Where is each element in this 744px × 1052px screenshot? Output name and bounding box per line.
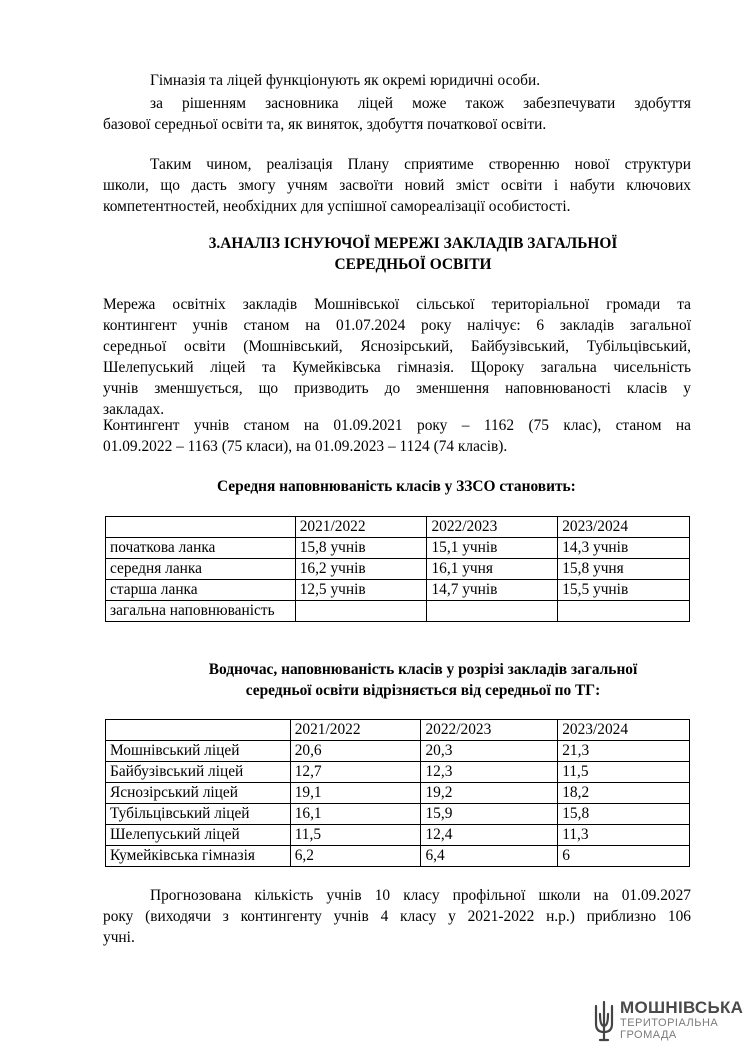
table2-caption: Водночас, наповнюваність класів у розрізі закладів загальної xyxy=(208,661,638,678)
table-header-row xyxy=(106,720,690,741)
table-row xyxy=(106,783,690,804)
table-cell: 16,2 учнів xyxy=(295,559,427,580)
table-cell: 2022/2023 xyxy=(421,720,558,741)
table-cell: 2021/2022 xyxy=(295,517,427,538)
table-cell: 6 xyxy=(558,846,690,867)
paragraph-line: закладах. xyxy=(103,401,165,418)
table-cell: 15,9 xyxy=(421,804,558,825)
table-cell: 18,2 xyxy=(558,783,690,804)
paragraph-line: компетентностей, необхідних для успішної самореалізації особистості. xyxy=(103,198,571,215)
table-cell: загальна наповнюваність xyxy=(106,601,296,622)
table-cell: 21,3 xyxy=(558,741,690,762)
paragraph-line: учнів зменшується, що призводить до зменшення наповнюваності класів у xyxy=(103,380,691,397)
table-cell: 11,5 xyxy=(558,762,690,783)
table-cell: Кумейківська гімназія xyxy=(106,846,291,867)
paragraph-line: Таким чином, реалізація Плану сприятиме створенню нової структури xyxy=(150,156,691,173)
table-cell: 2023/2024 xyxy=(558,517,690,538)
section-title: СЕРЕДНЬОЇ ОСВІТИ xyxy=(334,256,492,273)
table-cell: Яснозірський ліцей xyxy=(106,783,291,804)
table-row xyxy=(106,741,690,762)
table-row xyxy=(106,580,690,601)
table-cell: початкова ланка xyxy=(106,538,296,559)
community-logo xyxy=(593,998,744,1044)
table-cell: 15,8 учнів xyxy=(295,538,427,559)
table-cell: 14,3 учнів xyxy=(558,538,690,559)
table-cell: старша ланка xyxy=(106,580,296,601)
paragraph-line: школи, що дасть змогу учням засвоїти новий зміст освіти і набути ключових xyxy=(103,177,691,194)
table-cell: 6,4 xyxy=(421,846,558,867)
table-cell xyxy=(427,601,558,622)
table2-caption: середньої освіти відрізняється від середньої по ТГ: xyxy=(245,682,601,699)
table-cell: 11,5 xyxy=(290,825,421,846)
table-cell xyxy=(106,720,291,741)
paragraph-line: року (виходячи з контингенту учнів 4 класу у 2021-2022 н.р.) приблизно 106 xyxy=(103,908,691,925)
table-cell: Мошнівський ліцей xyxy=(106,741,291,762)
table-header-row xyxy=(106,517,690,538)
table-cell: 2021/2022 xyxy=(290,720,421,741)
logo-subtitle: ГРОМАДА xyxy=(620,1029,677,1041)
table-average-occupancy xyxy=(105,516,690,622)
table-cell: 19,2 xyxy=(421,783,558,804)
table-cell: 16,1 xyxy=(290,804,421,825)
table-cell xyxy=(558,601,690,622)
logo-title: МОШНІВСЬКА xyxy=(620,998,744,1017)
paragraph-line: Прогнозована кількість учнів 10 класу профільної школи на 01.09.2027 xyxy=(150,887,691,904)
table-cell: 16,1 учня xyxy=(427,559,558,580)
table-cell: 19,1 xyxy=(290,783,421,804)
table-cell: 15,5 учнів xyxy=(558,580,690,601)
table-row xyxy=(106,825,690,846)
table-schools-occupancy xyxy=(105,719,690,867)
table-cell: 20,6 xyxy=(290,741,421,762)
paragraph-line: Контингент учнів станом на 01.09.2021 року – 1162 (75 клас), станом на xyxy=(103,417,691,434)
section-title: 3.АНАЛІЗ ІСНУЮЧОЇ МЕРЕЖІ ЗАКЛАДІВ ЗАГАЛЬНОЇ xyxy=(208,235,618,252)
table-cell: середня ланка xyxy=(106,559,296,580)
table1-caption: Середня наповнюваність класів у ЗЗСО становить: xyxy=(217,478,576,495)
table-row xyxy=(106,601,690,622)
table-cell: 2022/2023 xyxy=(427,517,558,538)
table-row xyxy=(106,846,690,867)
table-cell: 15,8 учня xyxy=(558,559,690,580)
table-cell: 12,3 xyxy=(421,762,558,783)
table-row xyxy=(106,559,690,580)
logo-subtitle: ТЕРИТОРІАЛЬНА xyxy=(620,1017,719,1029)
trident-icon xyxy=(593,1000,615,1042)
table-cell: 15,8 xyxy=(558,804,690,825)
table-cell: 15,1 учнів xyxy=(427,538,558,559)
paragraph-line: Мережа освітніх закладів Мошнівської сільської територіальної громади та xyxy=(103,296,691,313)
table-cell: 12,4 xyxy=(421,825,558,846)
table-cell: 12,7 xyxy=(290,762,421,783)
table-cell xyxy=(106,517,296,538)
paragraph-line: Шелепуський ліцей та Кумейківська гімназія. Щороку загальна чисельність xyxy=(103,359,691,376)
paragraph-line: за рішенням засновника ліцей може також забезпечувати здобуття xyxy=(150,95,691,112)
paragraph-line: базової середньої освіти та, як виняток, здобуття початкової освіти. xyxy=(103,116,547,133)
table-cell: 11,3 xyxy=(558,825,690,846)
table-cell: 2023/2024 xyxy=(558,720,690,741)
table-cell xyxy=(295,601,427,622)
intro-line: Гімназія та ліцей функціонують як окремі юридичні особи. xyxy=(150,72,541,89)
table-cell: 20,3 xyxy=(421,741,558,762)
logo-text xyxy=(620,998,743,1041)
table-cell: Тубільцівський ліцей xyxy=(106,804,291,825)
paragraph-line: середньої освіти (Мошнівський, Яснозірський, Байбузівський, Тубільцівський, xyxy=(103,338,691,355)
table-row xyxy=(106,538,690,559)
paragraph-line: учні. xyxy=(103,929,135,946)
table-row xyxy=(106,762,690,783)
paragraph-line: контингент учнів станом на 01.07.2024 року налічує: 6 закладів загальної xyxy=(103,317,691,334)
table-cell: 12,5 учнів xyxy=(295,580,427,601)
table-cell: Байбузівський ліцей xyxy=(106,762,291,783)
table-cell: 14,7 учнів xyxy=(427,580,558,601)
table-cell: Шелепуський ліцей xyxy=(106,825,291,846)
paragraph-line: 01.09.2022 – 1163 (75 класи), на 01.09.2023 – 1124 (74 класів). xyxy=(103,438,508,455)
table-row xyxy=(106,804,690,825)
table-cell: 6,2 xyxy=(290,846,421,867)
